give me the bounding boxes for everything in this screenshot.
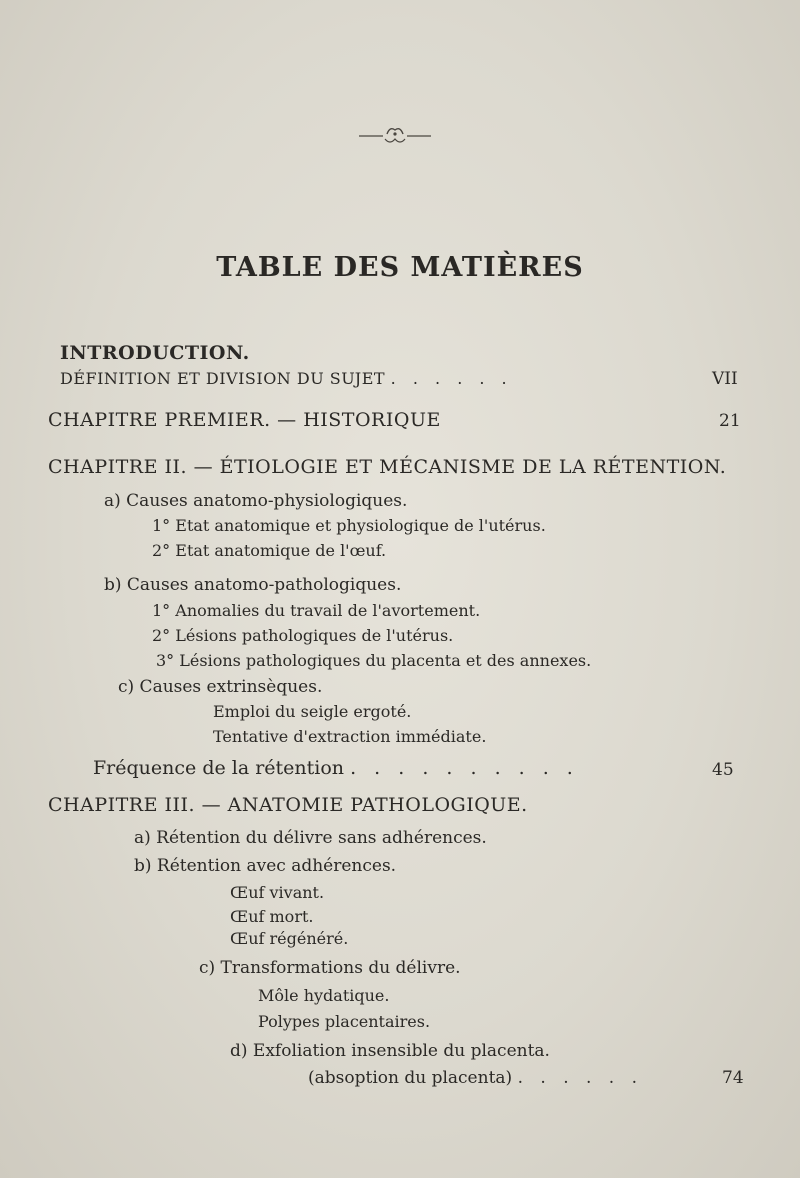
toc-entry: Polypes placentaires. [258,1012,431,1031]
toc-entry-absorption: (absoption du placenta) . . . . . . [308,1068,644,1088]
toc-entry: c) Transformations du délivre. [199,958,461,978]
toc-entry-chapter-1: CHAPITRE PREMIER. — HISTORIQUE [48,409,441,431]
toc-page-number: 21 [719,411,741,431]
toc-entry-chapter-2: CHAPITRE II. — ÉTIOLOGIE ET MÉCANISME DE LA RÉTENTION. [48,456,727,478]
page-title: TABLE DES MATIÈRES [216,252,584,283]
toc-entry: Tentative d'extraction immédiate. [213,727,487,746]
toc-entry-definition: DÉFINITION ET DIVISION DU SUJET . . . . . . [60,369,513,388]
toc-entry: 2° Lésions pathologiques de l'utérus. [152,626,454,645]
toc-entry: Œuf vivant. [230,883,325,902]
toc-entry: 3° Lésions pathologiques du placenta et des annexes. [156,651,592,670]
toc-entry: Œuf mort. [230,907,314,926]
toc-page-number: 74 [722,1068,744,1088]
toc-entry: Emploi du seigle ergoté. [213,702,412,721]
toc-entry: b) Rétention avec adhérences. [134,856,397,876]
toc-entry: d) Exfoliation insensible du placenta. [230,1041,550,1061]
toc-entry: 1° Etat anatomique et physiologique de l'utérus. [152,516,546,535]
toc-entry: 1° Anomalies du travail de l'avortement. [152,601,481,620]
toc-entry: a) Causes anatomo-physiologiques. [104,491,408,511]
toc-entry-frequence: Fréquence de la rétention . . . . . . . . . . [93,757,579,779]
toc-page-number: VII [712,369,738,389]
toc-entry: a) Rétention du délivre sans adhérences. [134,828,487,848]
toc-entry-introduction: INTRODUCTION. [60,342,250,364]
toc-entry: b) Causes anatomo-pathologiques. [104,575,402,595]
toc-entry-chapter-3: CHAPITRE III. — ANATOMIE PATHOLOGIQUE. [48,794,528,816]
toc-entry: Œuf régénéré. [230,929,349,948]
toc-page-number: 45 [712,760,734,780]
toc-entry: 2° Etat anatomique de l'œuf. [152,541,387,560]
fleuron-ornament-icon [345,120,445,148]
toc-entry: c) Causes extrinsèques. [118,677,323,697]
toc-entry: Môle hydatique. [258,986,390,1005]
